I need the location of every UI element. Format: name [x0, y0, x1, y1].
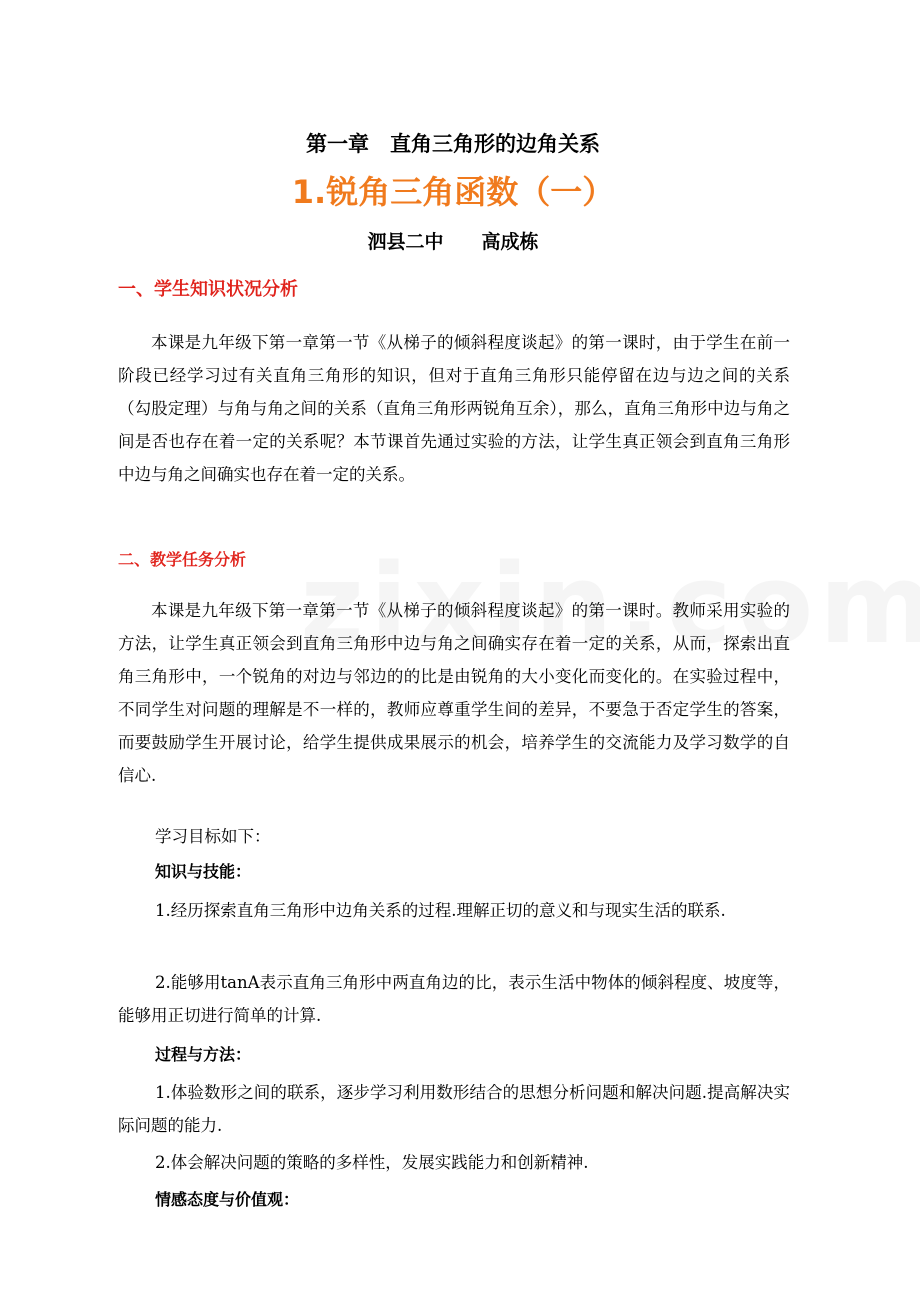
attitude-values-label: 情感态度与价值观： — [155, 1190, 300, 1209]
objectives-intro: 学习目标如下： — [155, 827, 271, 846]
knowledge-item-2: 2.能够用tanA表示直角三角形中两直角边的比，表示生活中物体的倾斜程度、坡度等，能够用正切进行简单的计算. — [118, 973, 790, 1025]
task-analysis-paragraph: 本课是九年级下第一章第一节《从梯子的倾斜程度谈起》的第一课时。教师采用实验的方法，让学生真正领会到直角三角形中边与角之间确实存在着一定的关系，从而，探索出直角三角形中，一个锐角的对边与邻边的的比是由锐角的大小变化而变化的。在实验过程中，不同学生对问题的理解是不一样的，教师应尊重学生间的差异，不要急于否定学生的答案，而要鼓励学生开展讨论，给学生提供成果展示的机会，培养学生的交流能力及学习数学的自信心. — [118, 601, 790, 785]
section-heading-task-analysis: 二、教学任务分析 — [118, 550, 247, 569]
knowledge-item-1: 1.经历探索直角三角形中边角关系的过程.理解正切的意义和与现实生活的联系. — [155, 901, 726, 920]
student-analysis-paragraph: 本课是九年级下第一章第一节《从梯子的倾斜程度谈起》的第一课时，由于学生在前一阶段已经学习过有关直角三角形的知识，但对于直角三角形只能停留在边与边之间的关系（勾股定理）与角与角之间的关系（直角三角形两锐角互余），那么，直角三角形中边与角之间是否也存在着一定的关系呢？本节课首先通过实验的方法，让学生真正领会到直角三角形中边与角之间确实也存在着一定的关系。 — [118, 333, 790, 484]
process-item-1: 1.体验数形之间的联系，逐步学习利用数形结合的思想分析问题和解决问题.提高解决实际问题的能力. — [118, 1083, 790, 1135]
chapter-title: 第一章 直角三角形的边角关系 — [306, 132, 600, 156]
section-heading-student-analysis: 一、学生知识状况分析 — [118, 279, 298, 300]
knowledge-skills-label: 知识与技能： — [155, 862, 252, 881]
process-methods-label: 过程与方法： — [155, 1045, 252, 1064]
author-line: 泗县二中 高成栋 — [367, 231, 539, 253]
lesson-title: 1.锐角三角函数（一） — [291, 173, 615, 211]
process-item-2: 2.体会解决问题的策略的多样性，发展实践能力和创新精神. — [155, 1153, 589, 1172]
